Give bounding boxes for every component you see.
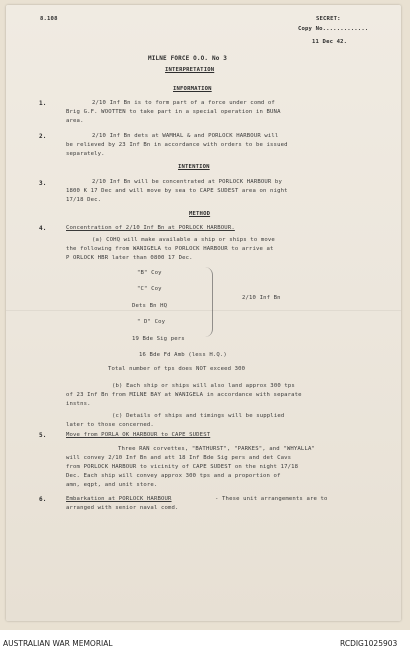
para-4-number: 4. (39, 225, 47, 232)
para-5-heading: Move from PORLA OK HARBOUR to CAPE SUDEST (66, 432, 211, 438)
para-3-line: 17/18 Dec. (66, 197, 102, 203)
form-code: 8.108 (40, 16, 58, 22)
unit-b-coy: "B" Coy (137, 270, 162, 276)
para-3-line: 1800 K 17 Dec and will move by sea to CAPE SUDEST area on night (66, 188, 288, 194)
para-5-number: 5. (39, 432, 47, 439)
para-5-line: Dec. Each ship will convey approx 300 tps and a proportion of (66, 473, 281, 479)
para-5-line: Three RAN corvettes, "BATHURST", "PARKES", and "WHYALLA" (118, 446, 315, 452)
section-intention: INTENTION (178, 164, 210, 170)
copy-number: Copy No............. (298, 26, 369, 32)
unit-sig-pers: 19 Bde Sig pers (132, 336, 185, 342)
para-4b-line: of 23 Inf Bn from MILNE BAY at WANIGELA in accordance with separate (66, 392, 302, 398)
para-1-line: 2/10 Inf Bn is to form part of a force under comd of (92, 100, 275, 106)
para-6-line: - These unit arrangements are to (215, 496, 328, 502)
section-information: INFORMATION (173, 86, 212, 92)
para-3-number: 3. (39, 180, 47, 187)
unit-c-coy: "C" Coy (137, 286, 162, 292)
para-1-line: area. (66, 118, 84, 124)
para-3-line: 2/10 Inf Bn will be concentrated at PORLOCK HARBOUR by (92, 179, 282, 185)
unit-dets-bn-hq: Dets Bn HQ (132, 303, 168, 309)
para-4b-line: (b) Each ship or ships will also land approx 300 tps (112, 383, 295, 389)
para-4a-line: P ORLOCK HBR later than 0800 17 Dec. (66, 255, 193, 261)
unit-d-coy: " D" Coy (137, 319, 166, 325)
para-6-number: 6. (39, 496, 47, 503)
para-5-line: from PORLOCK HARBOUR to vicinity of CAPE SUDEST on the night 17/18 (66, 464, 299, 470)
para-5-line: amn, eqpt, and unit store. (66, 482, 158, 488)
para-4c-line: later to those concerned. (66, 422, 154, 428)
para-2-line: separately. (66, 151, 105, 157)
para-2-number: 2. (39, 133, 47, 140)
para-6-heading: Embarkation at PORLOCK HARBOUR (66, 496, 172, 502)
para-5-line: will convey 2/10 Inf Bn and att 18 Inf Bde Sig pers and det Cavs (66, 455, 292, 461)
document-date: 11 Dec 42. (312, 39, 348, 45)
para-6-line: arranged with senior naval comd. (66, 505, 179, 511)
footer-record-id: RCDIG1025903 (340, 639, 398, 648)
footer-archive-name: AUSTRALIAN WAR MEMORIAL (3, 639, 113, 648)
para-1-number: 1. (39, 100, 47, 107)
section-method: METHOD (189, 211, 211, 217)
document-subtitle: INTERPRETATION (165, 67, 215, 73)
para-4b-line: instns. (66, 401, 91, 407)
para-2-line: be relieved by 23 Inf Bn in accordance with orders to be issued (66, 142, 288, 148)
unit-bracket-label: 2/10 Inf Bn (242, 295, 281, 301)
troops-note: Total number of tps does NOT exceed 300 (108, 366, 246, 372)
unit-fd-amb: 16 Bde Fd Amb (less H.Q.) (139, 352, 227, 358)
secret-label: SECRET: (316, 16, 341, 22)
para-1-line: Brig G.F. WOOTTEN to take part in a special operation in BUNA (66, 109, 281, 115)
para-2-line: 2/10 Inf Bn dets at WAMHAL & and PORLOCK HARBOUR will (92, 133, 279, 139)
para-4a-line: (a) COHQ will make available a ship or ships to move (92, 237, 275, 243)
para-4a-line: the following from WANIGELA to PORLOCK HARBOUR to arrive at (66, 246, 274, 252)
para-4c-line: (c) Details of ships and timings will be supplied (112, 413, 285, 419)
document-title: MILNE FORCE O.O. No 3 (148, 55, 228, 62)
para-4-heading: Concentration of 2/10 Inf Bn at PORLOCK HARBOUR. (66, 225, 235, 231)
unit-bracket (200, 267, 213, 337)
